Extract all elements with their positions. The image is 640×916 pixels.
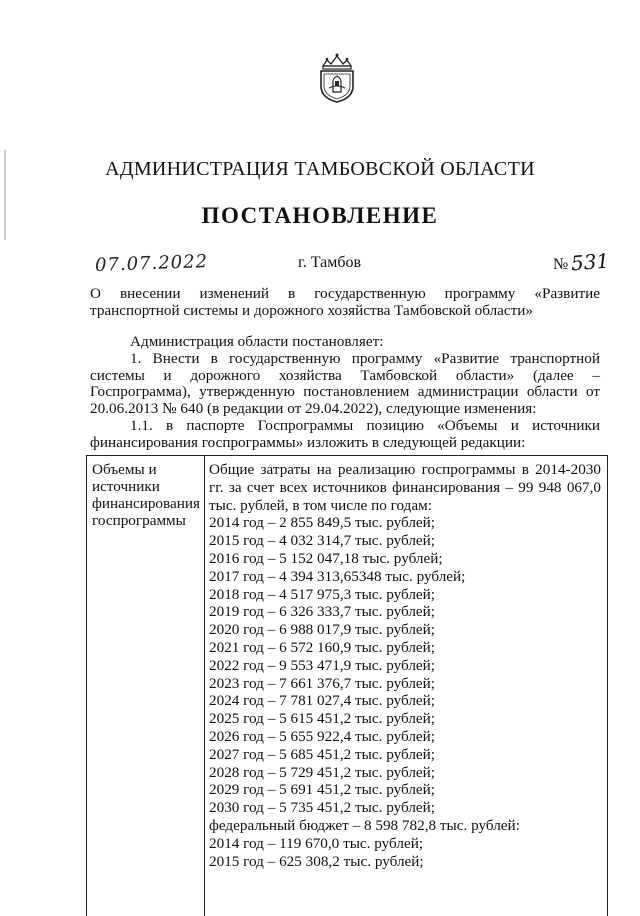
column-divider (204, 456, 205, 916)
financing-table (86, 455, 608, 916)
year-row: 2027 год – 5 685 451,2 тыс. рублей; (209, 745, 436, 763)
document-number (553, 250, 609, 274)
table-value-cell (209, 461, 601, 870)
year-row: 2023 год – 7 661 376,7 тыс. рублей; (209, 674, 436, 692)
city: г. Тамбов (298, 254, 362, 271)
year-row: 2028 год – 5 729 451,2 тыс. рублей; (209, 763, 436, 781)
handwritten-number: 531 (570, 248, 611, 276)
document-type: ПОСТАНОВЛЕНИЕ (201, 203, 439, 228)
year-row: 2018 год – 4 517 975,3 тыс. рублей; (209, 585, 436, 603)
federal-year-row: 2014 год – 119 670,0 тыс. рублей; (209, 834, 424, 852)
year-row: 2026 год – 5 655 922,4 тыс. рублей; (209, 727, 436, 745)
year-row: 2024 год – 7 781 027,4 тыс. рублей; (209, 692, 436, 710)
handwritten-date: 07.07.2022 (94, 251, 209, 276)
financing-intro: Общие затраты на реализацию госпрограммы в 2014-2030 гг. за счет всех источников финансирования – 99 948 067,0 тыс. рублей, в том числе по годам: (209, 461, 601, 514)
year-row: 2029 год – 5 691 451,2 тыс. рублей; (209, 781, 436, 799)
federal-budget-total: федеральный бюджет – 8 598 782,8 тыс. рублей: (209, 816, 520, 834)
item-1-1: 1.1. в паспорте Госпрограммы позицию «Объемы и источники финансирования госпрограммы» изложить в следующей редакции: (90, 417, 600, 451)
year-row: 2021 год – 6 572 160,9 тыс. рублей; (209, 638, 436, 656)
agency-title: АДМИНИСТРАЦИЯ ТАМБОВСКОЙ ОБЛАСТИ (105, 158, 535, 180)
year-row: 2017 год – 4 394 313,65348 тыс. рублей; (209, 567, 466, 585)
number-sign: № (553, 256, 569, 273)
year-row: 2025 год – 5 615 451,2 тыс. рублей; (209, 710, 436, 728)
item-1: 1. Внести в государственную программу «Развитие транспортной системы и дорожного хозяйства Тамбовской области» (далее – Госпрограмма), утвержденную постановлением администрации области от 20.06.2013 № 640 (в редакции от 29.04.2022), следующие изменения: (90, 350, 600, 417)
year-row: 2019 год – 6 326 333,7 тыс. рублей; (209, 603, 436, 621)
year-row: 2022 год – 9 553 471,9 тыс. рублей; (209, 656, 436, 674)
year-row: 2030 год – 5 735 451,2 тыс. рублей; (209, 799, 436, 817)
table-label-cell: Объемы и источники финансирования госпрограммы (92, 461, 200, 529)
year-row: 2016 год – 5 152 047,18 тыс. рублей; (209, 549, 443, 567)
coat-of-arms-icon (315, 52, 359, 104)
year-row: 2014 год – 2 855 849,5 тыс. рублей; (209, 514, 436, 532)
document-subject: О внесении изменений в государственную программу «Развитие транспортной системы и дорожного хозяйства Тамбовской области» (90, 285, 600, 319)
year-row: 2020 год – 6 988 017,9 тыс. рублей; (209, 621, 436, 639)
federal-year-row: 2015 год – 625 308,2 тыс. рублей; (209, 852, 424, 870)
year-row: 2015 год – 4 032 314,7 тыс. рублей; (209, 532, 436, 550)
admin-decrees: Администрация области постановляет: (130, 333, 384, 350)
